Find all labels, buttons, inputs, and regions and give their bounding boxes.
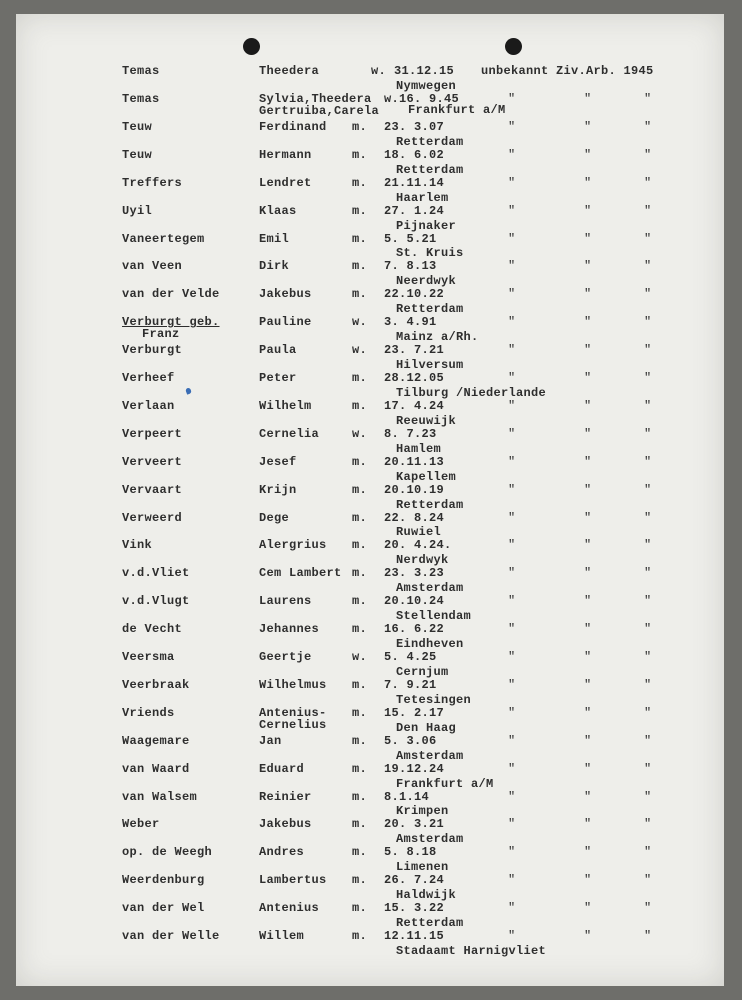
sex: m.: [352, 287, 368, 302]
ditto-mark: ": [508, 873, 516, 888]
table-row: [16, 581, 724, 622]
birth-date: 20. 3.21: [384, 817, 445, 832]
birth-place: Frankfurt a/M: [396, 776, 494, 791]
surname: Vaneertegem: [122, 231, 205, 246]
first-name: Dirk: [259, 259, 290, 274]
table-row: [16, 664, 724, 706]
surname: v.d.Vliet: [122, 566, 190, 581]
ditto-mark: ": [508, 733, 516, 748]
birth-place: Reeuwijk: [396, 413, 457, 428]
table-row: [16, 120, 724, 148]
punch-hole: [243, 38, 260, 55]
birth-date: 7. 9.21: [384, 677, 437, 692]
table-row: [16, 692, 724, 734]
birth-date: 20.10.24: [384, 594, 445, 609]
birth-date: 15. 2.17: [384, 705, 445, 720]
sex: m.: [352, 482, 368, 497]
birth-place: Tilburg /Niederlande: [396, 385, 547, 400]
surname: Vriends: [122, 705, 175, 720]
birth-place: Hilversum: [396, 358, 464, 372]
sex: m.: [352, 398, 368, 413]
sex: w.: [352, 426, 368, 441]
sex: m.: [352, 817, 368, 832]
ditto-mark: ": [508, 650, 516, 664]
first-name: Reinier: [259, 789, 312, 804]
first-name: Jesef: [259, 454, 297, 469]
ditto-mark: ": [644, 92, 652, 106]
document-page: [16, 14, 724, 986]
ditto-mark: ": [508, 622, 516, 637]
birth-place: Ruwiel: [396, 525, 442, 540]
ditto-mark: ": [584, 175, 592, 190]
surname: Verheef: [122, 371, 175, 385]
table-row: [16, 497, 724, 539]
ditto-mark: ": [644, 594, 652, 609]
ditto-mark: ": [584, 845, 592, 860]
ditto-mark: ": [508, 454, 516, 469]
surname: Verveert: [122, 454, 183, 469]
ditto-mark: ": [644, 622, 652, 637]
ditto-mark: ": [584, 817, 592, 832]
birth-place: Mainz a/Rh.: [396, 330, 479, 345]
ditto-mark: ": [644, 901, 652, 916]
ditto-mark: ": [644, 259, 652, 274]
ditto-mark: ": [644, 398, 652, 413]
ditto-mark: ": [644, 817, 652, 832]
table-row: [16, 64, 724, 92]
ditto-mark: ": [584, 454, 592, 469]
surname: van Waard: [122, 761, 190, 776]
table-row: [16, 218, 724, 260]
ditto-mark: ": [508, 901, 516, 916]
birth-place: Cernjum: [396, 664, 449, 679]
first-name: Peter: [259, 371, 297, 385]
birth-date: 22.10.22: [384, 287, 445, 302]
first-name: Lambertus: [259, 873, 327, 888]
table-row: [16, 358, 724, 399]
ditto-mark: ": [644, 175, 652, 190]
ditto-mark: ": [584, 482, 592, 497]
first-name: Hermann: [259, 147, 312, 162]
ditto-mark: ": [584, 287, 592, 302]
ditto-mark: ": [644, 231, 652, 246]
birth-date: 31.12.15: [394, 64, 455, 78]
birth-date: 22. 8.24: [384, 510, 445, 525]
first-name: Jakebus: [259, 817, 312, 832]
birth-date: 19.12.24: [384, 761, 445, 776]
birth-date: 20. 4.24.: [384, 538, 452, 553]
ditto-mark: ": [508, 175, 516, 190]
birth-place: Amsterdam: [396, 748, 464, 763]
birth-date: 5. 5.21: [384, 231, 437, 246]
ditto-mark: ": [584, 929, 592, 943]
ditto-mark: ": [508, 231, 516, 246]
surname: Teuw: [122, 119, 153, 134]
first-name: Lendret: [259, 175, 312, 190]
birth-date: w.16. 9.45: [384, 92, 460, 106]
sex: m.: [352, 929, 368, 943]
sex: m.: [352, 203, 368, 218]
sex: m.: [352, 677, 368, 692]
ditto-mark: ": [584, 92, 592, 106]
first-name-line2: Cernelius: [259, 717, 327, 732]
table-row: [16, 274, 724, 315]
surname: Verweerd: [122, 510, 183, 525]
surname: Verpeert: [122, 426, 183, 441]
ditto-mark: ": [508, 510, 516, 525]
birth-date: 26. 7.24: [384, 873, 445, 888]
surname: Veerbraak: [122, 677, 190, 692]
birth-place: Nerdwyk: [396, 553, 449, 568]
birth-date: 16. 6.22: [384, 622, 445, 637]
table-row: [16, 637, 724, 678]
surname: Verburgt: [122, 343, 183, 358]
birth-place: Tetesingen: [396, 692, 472, 707]
sex: w.: [352, 343, 368, 358]
ditto-mark: ": [508, 929, 516, 943]
table-row: [16, 832, 724, 873]
birth-date: 8.1.14: [384, 789, 430, 804]
ditto-mark: ": [508, 147, 516, 162]
surname: Verlaan: [122, 398, 175, 413]
ditto-mark: ": [644, 538, 652, 553]
birth-place: Amsterdam: [396, 581, 464, 596]
ditto-mark: ": [584, 147, 592, 162]
ditto-mark: ": [644, 873, 652, 888]
ditto-mark: ": [644, 426, 652, 441]
ditto-mark: ": [508, 594, 516, 609]
sex: m.: [352, 873, 368, 888]
first-name: Sylvia,Theedera: [259, 92, 372, 106]
ditto-mark: ": [508, 426, 516, 441]
table-row: [16, 385, 724, 427]
first-name: Emil: [259, 231, 290, 246]
ditto-mark: ": [584, 371, 592, 385]
ditto-mark: ": [584, 566, 592, 581]
birth-place: Limenen: [396, 860, 449, 875]
first-name: Cernelia: [259, 426, 320, 441]
ditto-mark: ": [644, 789, 652, 804]
birth-place: Retterdam: [396, 134, 464, 149]
sex: m.: [352, 594, 368, 609]
birth-place: Haldwijk: [396, 888, 457, 903]
birth-date: 20.11.13: [384, 454, 445, 469]
birth-place: Krimpen: [396, 804, 449, 819]
first-name: Laurens: [259, 594, 312, 609]
table-row: [16, 860, 724, 901]
sex: m.: [352, 845, 368, 860]
ditto-mark: ": [508, 677, 516, 692]
surname: de Vecht: [122, 622, 183, 637]
ditto-mark: ": [644, 733, 652, 748]
table-row: [16, 804, 724, 845]
first-name: Krijn: [259, 482, 297, 497]
birth-date: 28.12.05: [384, 371, 445, 385]
table-row: [16, 525, 724, 566]
first-name-line2: Gertruiba,Carela: [259, 104, 380, 118]
first-name: Jakebus: [259, 287, 312, 302]
punch-hole: [505, 38, 522, 55]
birth-place: Stellendam: [396, 609, 472, 624]
sex: m.: [352, 147, 368, 162]
ditto-mark: ": [508, 538, 516, 553]
sex: m.: [352, 454, 368, 469]
first-name: Theedera: [259, 64, 320, 78]
birth-place: Retterdam: [396, 162, 464, 177]
first-name: Dege: [259, 510, 290, 525]
ditto-mark: ": [584, 510, 592, 525]
surname: van der Velde: [122, 287, 220, 302]
birth-place: Retterdam: [396, 302, 464, 317]
ditto-mark: ": [584, 398, 592, 413]
surname: van Veen: [122, 259, 183, 274]
table-row: [16, 413, 724, 455]
ditto-mark: ": [508, 761, 516, 776]
birth-date: 23. 3.23: [384, 566, 445, 581]
sex: m.: [352, 705, 368, 720]
birth-date: 27. 1.24: [384, 203, 445, 218]
ditto-mark: ": [644, 566, 652, 581]
birth-date: 23. 7.21: [384, 343, 445, 358]
table-row: [16, 162, 724, 204]
surname: van der Wel: [122, 901, 205, 916]
ditto-mark: ": [644, 315, 652, 330]
ditto-mark: ": [508, 817, 516, 832]
ditto-mark: ": [508, 259, 516, 274]
ditto-mark: ": [508, 566, 516, 581]
birth-place: St. Kruis: [396, 246, 464, 261]
surname: van Walsem: [122, 789, 198, 804]
surname: Waagemare: [122, 733, 190, 748]
surname-line2: Franz: [142, 327, 180, 342]
sex: m.: [352, 622, 368, 637]
ditto-mark: ": [644, 203, 652, 218]
ditto-mark: ": [584, 119, 592, 134]
first-name: Jan: [259, 733, 282, 748]
ditto-mark: ": [508, 789, 516, 804]
table-row: [16, 190, 724, 232]
sex: m.: [352, 175, 368, 190]
sex: m.: [352, 566, 368, 581]
birth-place: Hamlem: [396, 441, 442, 456]
table-row: [16, 609, 724, 650]
birth-date: 5. 4.25: [384, 650, 437, 664]
first-name: Antenius: [259, 901, 320, 916]
ditto-mark: ": [508, 845, 516, 860]
first-name: Andres: [259, 845, 305, 860]
surname: Veersma: [122, 650, 175, 664]
ditto-mark: ": [584, 789, 592, 804]
ditto-mark: ": [508, 398, 516, 413]
surname: Uyil: [122, 203, 153, 218]
ditto-mark: ": [644, 147, 652, 162]
surname: v.d.Vlugt: [122, 594, 190, 609]
birth-place: Nymwegen: [396, 79, 457, 93]
ditto-mark: ": [644, 929, 652, 943]
surname: Verburgt geb.: [122, 315, 220, 330]
ditto-mark: ": [584, 231, 592, 246]
status: unbekannt Ziv.Arb. 1945: [481, 64, 654, 78]
birth-date: 7. 8.13: [384, 259, 437, 274]
birth-place: Eindheven: [396, 637, 464, 651]
first-name: Wilhelmus: [259, 677, 327, 692]
ditto-mark: ": [584, 622, 592, 637]
birth-date: 5. 3.06: [384, 733, 437, 748]
table-row: [16, 553, 724, 594]
ditto-mark: ": [584, 343, 592, 358]
surname: van der Welle: [122, 929, 220, 943]
birth-place: Kapellem: [396, 469, 457, 484]
surname: Weber: [122, 817, 160, 832]
first-name: Ferdinand: [259, 119, 327, 134]
birth-date: 12.11.15: [384, 929, 445, 943]
birth-place: Stadaamt Harnigvliet: [396, 944, 547, 958]
ditto-mark: ": [584, 733, 592, 748]
sex: m.: [352, 119, 368, 134]
ditto-mark: ": [508, 315, 516, 330]
table-row: [16, 441, 724, 483]
first-name: Willem: [259, 929, 305, 943]
ditto-mark: ": [508, 203, 516, 218]
ditto-mark: ": [584, 705, 592, 720]
ditto-mark: ": [584, 650, 592, 664]
ditto-mark: ": [584, 901, 592, 916]
first-name: Jehannes: [259, 622, 320, 637]
first-name: Pauline: [259, 315, 312, 330]
ditto-mark: ": [584, 873, 592, 888]
table-row: [16, 916, 724, 957]
ditto-mark: ": [508, 343, 516, 358]
ditto-mark: ": [644, 705, 652, 720]
first-name: Geertje: [259, 650, 312, 664]
birth-date: 15. 3.22: [384, 901, 445, 916]
ditto-mark: ": [584, 259, 592, 274]
ditto-mark: ": [584, 203, 592, 218]
ditto-mark: ": [508, 371, 516, 385]
first-name: Klaas: [259, 203, 297, 218]
surname: op. de Weegh: [122, 845, 213, 860]
sex: w.: [371, 64, 387, 78]
ditto-mark: ": [508, 705, 516, 720]
sex: m.: [352, 761, 368, 776]
ditto-mark: ": [508, 482, 516, 497]
ditto-mark: ": [644, 119, 652, 134]
ditto-mark: ": [508, 287, 516, 302]
sex: m.: [352, 538, 368, 553]
table-row: [16, 302, 724, 343]
birth-place: Den Haag: [396, 720, 457, 735]
ditto-mark: ": [644, 845, 652, 860]
surname: Treffers: [122, 175, 183, 190]
birth-place: Amsterdam: [396, 832, 464, 847]
ditto-mark: ": [644, 371, 652, 385]
ditto-mark: ": [584, 538, 592, 553]
birth-date: 23. 3.07: [384, 119, 445, 134]
birth-date: 5. 8.18: [384, 845, 437, 860]
surname: Temas: [122, 92, 160, 106]
first-name: Cem Lambert: [259, 566, 342, 581]
first-name: Wilhelm: [259, 398, 312, 413]
birth-place: Retterdam: [396, 916, 464, 930]
birth-date: 18. 6.02: [384, 147, 445, 162]
ditto-mark: ": [644, 454, 652, 469]
ditto-mark: ": [644, 510, 652, 525]
sex: m.: [352, 733, 368, 748]
birth-place: Neerdwyk: [396, 274, 457, 289]
table-row: [16, 246, 724, 287]
table-row: [16, 134, 724, 176]
first-name: Paula: [259, 343, 297, 358]
birth-date: 20.10.19: [384, 482, 445, 497]
ditto-mark: ": [584, 677, 592, 692]
table-row: [16, 79, 724, 120]
birth-date: 21.11.14: [384, 175, 445, 190]
sex: m.: [352, 231, 368, 246]
first-name: Eduard: [259, 761, 305, 776]
first-name: Antenius-: [259, 705, 327, 720]
ditto-mark: ": [584, 426, 592, 441]
ditto-mark: ": [644, 761, 652, 776]
birth-date: 8. 7.23: [384, 426, 437, 441]
ditto-mark: ": [644, 482, 652, 497]
sex: m.: [352, 789, 368, 804]
ditto-mark: ": [508, 92, 516, 106]
ditto-mark: ": [508, 119, 516, 134]
surname: Vervaart: [122, 482, 183, 497]
birth-date: 17. 4.24: [384, 398, 445, 413]
surname: Teuw: [122, 147, 153, 162]
ditto-mark: ": [644, 650, 652, 664]
surname: Vink: [122, 538, 153, 553]
ditto-mark: ": [584, 315, 592, 330]
table-row: [16, 469, 724, 511]
surname: Weerdenburg: [122, 873, 205, 888]
surname: Temas: [122, 64, 160, 78]
birth-place: Retterdam: [396, 497, 464, 512]
ditto-mark: ": [644, 343, 652, 358]
sex: w.: [352, 650, 368, 664]
sex: m.: [352, 259, 368, 274]
table-row: [16, 776, 724, 818]
birth-place: Frankfurt a/M: [408, 103, 506, 117]
sex: m.: [352, 371, 368, 385]
table-row: [16, 888, 724, 929]
sex: m.: [352, 510, 368, 525]
table-row: [16, 748, 724, 790]
sex: w.: [352, 315, 368, 330]
birth-date: 3. 4.91: [384, 315, 437, 330]
ditto-mark: ": [644, 677, 652, 692]
birth-place: Haarlem: [396, 190, 449, 205]
ditto-mark: ": [584, 761, 592, 776]
ditto-mark: ": [584, 594, 592, 609]
ditto-mark: ": [644, 287, 652, 302]
first-name: Alergrius: [259, 538, 327, 553]
sex: m.: [352, 901, 368, 916]
birth-place: Pijnaker: [396, 218, 457, 233]
